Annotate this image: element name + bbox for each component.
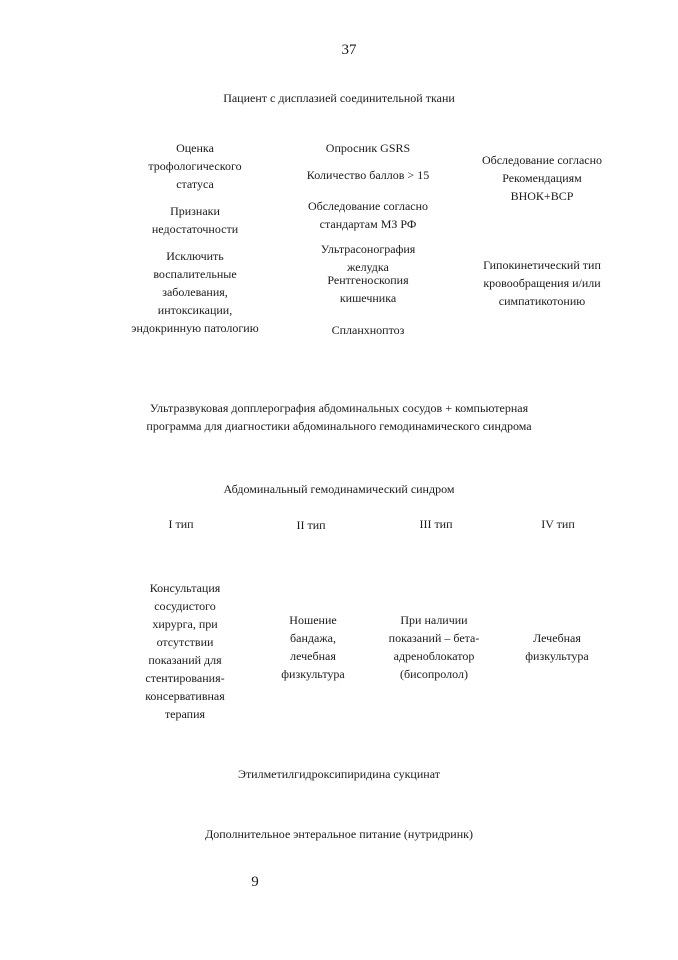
trophology-line-1: Оценка: [176, 141, 214, 155]
exam-recommendations: [457, 151, 627, 205]
type1-line-8: терапия: [164, 707, 206, 721]
recommendations-line-2: Рекомендациям: [502, 171, 582, 185]
type1-line-6: стентирования-: [145, 671, 225, 685]
type3-line-2: показаний – бета-: [388, 631, 480, 645]
type-1-treatment: [120, 579, 250, 723]
insufficiency-line-2: недостаточности: [151, 222, 239, 236]
type1-line-4: отсутствии: [156, 635, 214, 649]
trophology-line-3: статуса: [176, 177, 214, 191]
type-2-label: II тип: [296, 518, 326, 532]
page-number-top: 37: [341, 42, 357, 58]
trophology-line-2: трофологического: [148, 159, 242, 173]
type1-line-5: показаний для: [148, 653, 222, 667]
type1-line-7: консервативная: [145, 689, 225, 703]
type4-line-2: физкультура: [525, 649, 589, 663]
exclude-line-2: воспалительные: [153, 267, 237, 281]
trophology-assessment: [110, 139, 280, 193]
type4-line-1: Лечебная: [533, 631, 581, 645]
xray-line-1: Рентгеноскопия: [327, 273, 409, 287]
type2-line-3: лечебная: [290, 649, 336, 663]
doppler-line-1: Ультразвуковая допплерография абдоминальных сосудов + компьютерная: [149, 401, 529, 415]
doppler-ultrasound: [89, 399, 589, 435]
exclude-line-1: Исключить: [166, 249, 224, 263]
type-2-treatment: [253, 611, 373, 683]
insufficiency-line-1: Признаки: [170, 204, 220, 218]
type1-line-2: сосудистого: [154, 599, 216, 613]
exam-standards-line-2: стандартам МЗ РФ: [319, 217, 417, 231]
type1-line-3: хирурга, при: [152, 617, 218, 631]
intestinal-xray: [283, 271, 453, 307]
patient-title: Пациент с дисплазией соединительной ткани: [223, 91, 455, 105]
type3-line-3: адреноблокатор: [393, 649, 475, 663]
exam-standards: [283, 197, 453, 233]
recommendations-line-3: ВНОК+ВСР: [510, 189, 574, 203]
type3-line-1: При наличии: [400, 613, 468, 627]
ultrasound-line-1: Ультрасонография: [320, 242, 416, 256]
xray-line-2: кишечника: [339, 291, 397, 305]
type1-line-1: Консультация: [149, 581, 221, 595]
exclude-line-5: эндокринную патологию: [131, 321, 259, 335]
insufficiency-signs: [110, 202, 280, 238]
doppler-line-2: программа для диагностики абдоминального гемодинамического синдрома: [146, 419, 532, 433]
type3-line-4: (бисопролол): [400, 667, 468, 681]
hypokinetic-line-3: симпатикотонию: [498, 294, 586, 308]
type-4-treatment: [497, 629, 617, 665]
score-threshold: Количество баллов > 15: [306, 168, 430, 182]
page-number-bottom: 9: [251, 874, 259, 890]
succinate-therapy: Этилметилгидроксипиридина сукцинат: [238, 767, 440, 781]
type-4-label: IV тип: [541, 517, 575, 531]
hypokinetic-type: [457, 256, 627, 310]
exclude-line-3: заболевания,: [162, 285, 228, 299]
type-1-label: I тип: [168, 517, 194, 531]
exclude-line-4: интоксикации,: [157, 303, 233, 317]
splanchnoptosis: Спланхноптоз: [331, 323, 405, 337]
type2-line-1: Ношение: [289, 613, 337, 627]
recommendations-line-1: Обследование согласно: [481, 153, 603, 167]
exclude-conditions: [110, 247, 280, 337]
enteral-nutrition: Дополнительное энтеральное питание (нутридринк): [205, 827, 473, 841]
hypokinetic-line-2: кровообращения и/или: [483, 276, 601, 290]
type2-line-2: бандажа,: [290, 631, 336, 645]
ultrasound-line-2: желудка: [347, 260, 389, 274]
hypokinetic-line-1: Гипокинетический тип: [483, 258, 601, 272]
gsrs-questionnaire: Опросник GSRS: [325, 141, 411, 155]
type2-line-4: физкультура: [281, 667, 345, 681]
syndrome-title: Абдоминальный гемодинамический синдром: [223, 482, 455, 496]
type-3-treatment: [369, 611, 499, 683]
exam-standards-line-1: Обследование согласно: [307, 199, 429, 213]
type-3-label: III тип: [419, 517, 453, 531]
